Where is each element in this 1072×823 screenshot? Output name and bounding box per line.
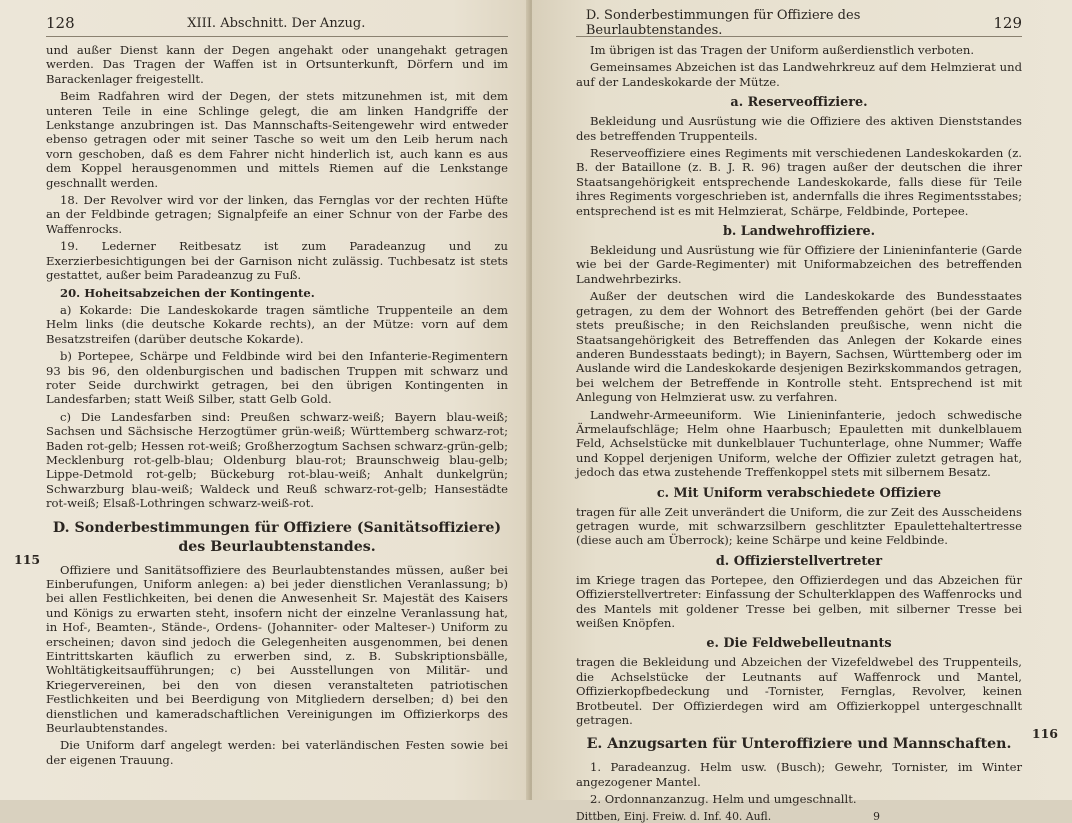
paragraph: Außer der deutschen wird die Landeskokarde des Bundesstaates getragen, zu dem der Wohnort des Betreffenden gehört (bei der Garde stets preußische; in den Reichslanden preußische, wenn nicht die Staatsangehörigkeit des Betreffenden das Anlegen der Kokarde eines anderen Bundesstaats bedingt); in Bayern, Sachsen, Württemberg oder im Auslande wird die Landeskokarde desjenigen Bezirkskommandos getragen, bei welchem der Betreffende in Kontrolle steht. Entsprechend ist mit Anlegung von Helmzierat usw. zu verfahren. bbox=[576, 289, 1022, 405]
subsection-heading: e. Die Feldwebelleutnants bbox=[706, 636, 892, 652]
paragraph: b) Portepee, Schärpe und Feldbinde wird bei den Infanterie-Regimentern 93 bis 96, den oldenburgischen und badischen Truppen mit schwarz und roter Seide durchwirkt getragen, bei den übrigen Kontingenten in Landesfarben; statt Weiß Silber, statt Gelb Gold. bbox=[46, 349, 508, 407]
paragraph: Beim Radfahren wird der Degen, der stets mitzunehmen ist, mit dem unteren Teile in eine Schlinge gelegt, die am linken Handgriffe der Lenkstange anzubringen ist. Das Mannschafts-Seitengewehr wird entweder ebenso getragen oder mit seiner Tasche so weit um den Leib herum nach vorn geschoben, daß es dem Fahrer nicht hinderlich ist, auch kann es aus dem Koppel herausgenommen und mittels Riemen auf die Lenkstange geschnallt werden. bbox=[46, 89, 508, 190]
section-heading: D. Sonderbestimmungen für Offiziere (Sanitätsoffiziere) des Beurlaubtenstandes. bbox=[52, 519, 502, 555]
paragraph: Bekleidung und Ausrüstung wie die Offiziere des aktiven Dienststandes des betreffenden Truppenteils. bbox=[576, 114, 1022, 143]
paragraph: Die Uniform darf angelegt werden: bei vaterländischen Festen sowie bei der eigenen Trauung. bbox=[46, 738, 508, 767]
signature-mark: 9 bbox=[873, 809, 881, 823]
paragraph: Reserveoffiziere eines Regiments mit verschiedenen Landeskokarden (z. B. der Bataillone (z. B. J. R. 96) tragen außer der deutschen die ihrer Staatsangehörigkeit entsprechende Landeskokarde, falls diese für Teile ihres Regiments vorgeschrieben ist, andernfalls die ihres Regimentsstabes; entsprechend ist es mit Helmzierat, Schärpe, Feldbinde, Portepee. bbox=[576, 146, 1022, 218]
subsection-heading: c. Mit Uniform verabschiedete Offiziere bbox=[656, 485, 942, 501]
subsection-heading: a. Reserveoffiziere. bbox=[730, 95, 868, 111]
subsection-heading: b. Landwehroffiziere. bbox=[722, 224, 876, 240]
list-item: 2. Ordonnanzanzug. Helm und umgeschnallt. bbox=[590, 792, 857, 807]
right-page bbox=[532, 0, 1072, 823]
paragraph: 18. Der Revolver wird vor der linken, das Fernglas vor der rechten Hüfte an der Feldbinde getragen; Signalpfeife an einer Schnur von der Farbe des Waffenrocks. bbox=[46, 193, 508, 236]
paragraph: Bekleidung und Ausrüstung wie für Offiziere der Linieninfanterie (Garde wie bei der Garde-Regimenter) mit Uniformabzeichen des betreffenden Landwehrbezirks. bbox=[576, 243, 1022, 286]
subsection-heading: d. Offizierstellvertreter bbox=[715, 553, 883, 569]
paragraph: Gemeinsames Abzeichen ist das Landwehrkreuz auf dem Helmzierat und auf der Landeskokarde der Mütze. bbox=[576, 60, 1022, 89]
paragraph: tragen für alle Zeit unverändert die Uniform, die zur Zeit des Ausscheidens getragen wurde, mit schwarzsilbern geschlitzter Epaulettehaltertresse (diese auch am Überrock); keine Schärpe und keine Feldbinde. bbox=[576, 504, 1022, 548]
footer-imprint: Dittben, Einj. Freiw. d. Inf. 40. Aufl. bbox=[576, 809, 772, 823]
paragraph: c) Die Landesfarben sind: Preußen schwarz-weiß; Bayern blau-weiß; Sachsen und Sächsische Herzogtümer grün-weiß; Württemberg schwarz-rot; Baden rot-gelb; Hessen rot-weiß; Großherzogtum Sachsen schwarz-grün-gelb; Mecklenburg rot-gelb-blau; Oldenburg blau-rot; Braunschweig blau-gelb; Lippe-Detmold rot-gelb; Bückeburg rot-blau-weiß; Anhalt dunkelgrün; Schwarzburg blau-weiß; Waldeck und Reuß schwarz-rot-gelb; Hansestädte rot-weiß; Elsaß-Lothringen schwarz-weiß-rot. bbox=[46, 409, 508, 511]
paragraph: tragen die Bekleidung und Abzeichen der Vizefeldwebel des Truppenteils, die Achselstücke der Leutnants auf Waffenrock und Mantel, Offizierkopfbedeckung und -Tornister, Fernglas, Revolver, keinen Brotbeutel. Der Offizierdegen wird am Offizierkoppel untergeschnallt getragen. bbox=[576, 655, 1022, 728]
paragraph: 19. Lederner Reitbesatz ist zum Paradeanzug und zu Exerzierbesichtigungen bei der Garnison nicht zulässig. Tuchbesatz ist stets gestattet, außer beim Paradeanzug zu Fuß. bbox=[46, 239, 508, 283]
paragraph: im Kriege tragen das Portepee, den Offizierdegen und das Abzeichen für Offizierstellvertreter: Einfassung der Schulterklappen des Waffenrocks und des Mantels mit goldener Tresse bei gelben, mit silberner Tresse bei weißen Knöpfen. bbox=[576, 572, 1022, 630]
left-running-head bbox=[46, 10, 508, 37]
list-item: 1. Paradeanzug. Helm usw. (Busch); Gewehr, Tornister, im Winter angezogener Mantel. bbox=[576, 760, 1022, 789]
margin-number: 115 bbox=[14, 552, 41, 567]
paragraph: und außer Dienst kann der Degen angehakt oder unangehakt getragen werden. Das Tragen der Waffen ist in Ortsunterkunft, Dörfern und im Barackenlager freigestellt. bbox=[46, 43, 508, 86]
paragraph: Offiziere und Sanitätsoffiziere des Beurlaubtenstandes müssen, außer bei Einberufungen, Uniform anlegen: a) bei jeder dienstlichen Veranlassung; b) bei allen Festlichkeiten, bei denen die Anwesenheit Sr. Majestät des Kaisers und Königs zu erwarten steht, insofern nicht der einzelne Veranlassung hat, in Hof-, Beamten-, Stände-, Ordens- (Johanniter- oder Malteser-) Uniform zu erscheinen; davon sind jedoch die Gelegenheiten ausgenommen, bei denen Eintrittskarten käuflich zu erwerben sind, z. B. Subskriptionsbälle, Wohltätigkeitsaufführungen; c) bei Ausstellungen von Militär- und Kriegervereinen, bei den von diesen veranstalteten patriotischen Festlichkeiten und bei Beerdigung von Mitgliedern derselben; d) bei den dienstlichen und kameradschaftlichen Vereinigungen im Offizierkorps des Beurlaubtenstandes. bbox=[46, 562, 508, 736]
page-footer bbox=[576, 810, 1022, 823]
section-heading: E. Anzugsarten für Unteroffiziere und Mannschaften. bbox=[586, 736, 1012, 753]
left-running-title: XIII. Abschnitt. Der Anzug. bbox=[187, 15, 366, 31]
right-page-number: 129 bbox=[993, 14, 1022, 32]
paragraph: Landwehr-Armeeuniform. Wie Linieninfanterie, jedoch schwedische Ärmelaufschläge; Helm ohne Haarbusch; Epauletten mit dunkelblauem Feld, Achselstücke mit dunkelblauer Tuchunterlage, ohne Nummer; Waffe und Koppel derjenigen Uniform, welche der Offizier zuletzt getragen hat, jedoch das etwa zustehende Treffenkoppel stets mit silbernem Besatz. bbox=[576, 407, 1022, 480]
left-page bbox=[0, 0, 532, 800]
left-page-number: 128 bbox=[46, 14, 75, 32]
section-label: 20. Hoheitsabzeichen der Kontingente. bbox=[60, 285, 315, 300]
paragraph: Im übrigen ist das Tragen der Uniform außerdienstlich verboten. bbox=[590, 43, 975, 57]
margin-number: 116 bbox=[1031, 726, 1058, 741]
right-running-head bbox=[576, 10, 1022, 37]
right-running-title: D. Sonderbestimmungen für Offiziere des Beurlaubtenstandes. bbox=[585, 8, 861, 38]
paragraph: a) Kokarde: Die Landeskokarde tragen sämtliche Truppenteile an dem Helm links (die deutsche Kokarde rechts), an der Mütze: vorn auf dem Besatzstreifen (darüber deutsche Kokarde). bbox=[46, 302, 508, 346]
